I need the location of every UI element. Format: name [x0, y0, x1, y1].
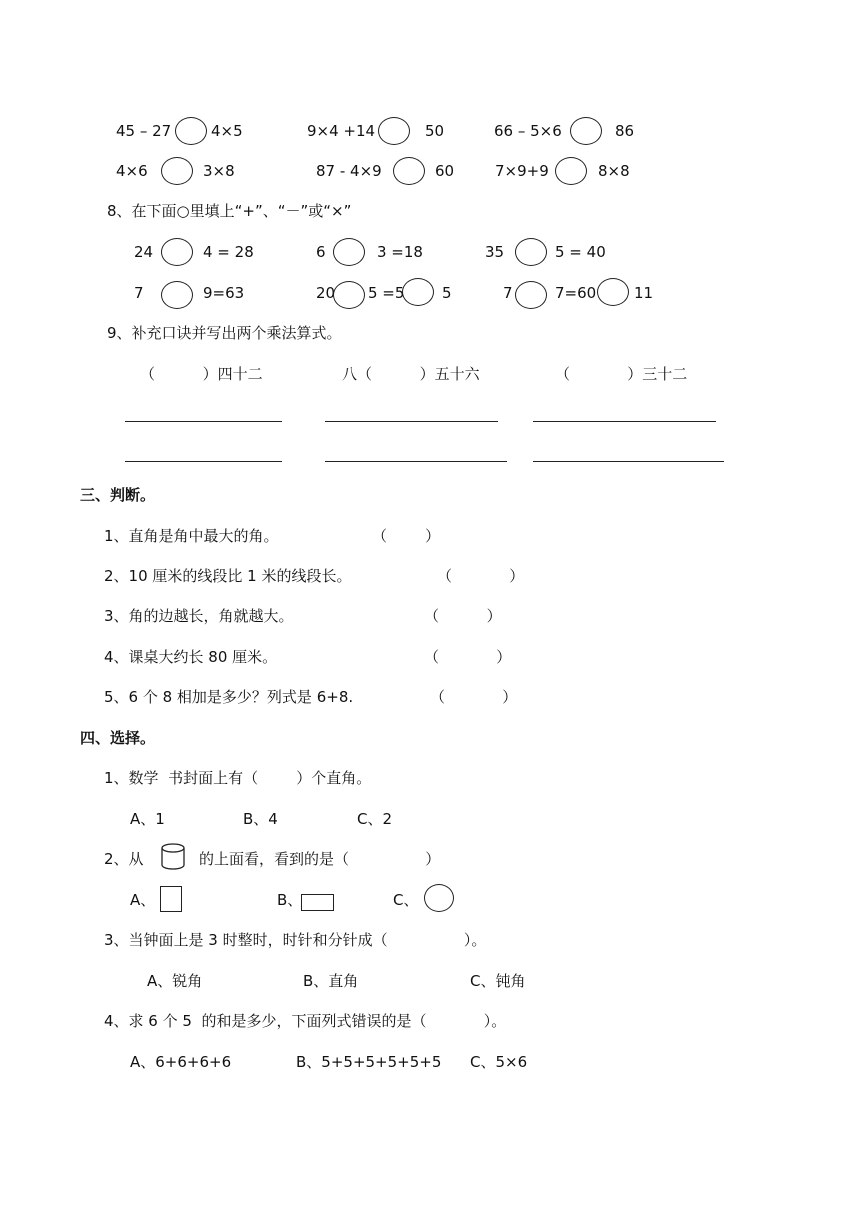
- q9-item-3: （ ）三十二: [555, 365, 688, 383]
- answer-line[interactable]: [125, 421, 282, 422]
- answer-circle[interactable]: [393, 157, 425, 185]
- section-4-title: 四、选择。: [80, 729, 156, 747]
- square-icon: [160, 886, 182, 912]
- q8-title: 8、在下面○里填上“+”、“－”或“×”: [107, 202, 352, 220]
- compare-2-1-right: 3×8: [203, 162, 235, 180]
- section-3-title: 三、判断。: [80, 486, 156, 504]
- rectangle-icon: [301, 894, 334, 911]
- answer-circle[interactable]: [570, 117, 602, 145]
- compare-1-1-left: 45 – 27: [116, 122, 172, 140]
- choice-2-b[interactable]: B、: [277, 891, 303, 909]
- choice-1: 1、数学 书封面上有（ ）个直角。: [104, 769, 372, 787]
- q8-3-right: 5 = 40: [555, 243, 606, 261]
- compare-1-2-left: 9×4 +14: [307, 122, 376, 140]
- compare-2-2-left: 87 - 4×9: [316, 162, 382, 180]
- q8-6-mid: 7=60: [555, 284, 597, 302]
- choice-3: 3、当钟面上是 3 时整时，时针和分针成（ ）。: [104, 931, 487, 949]
- judge-5: 5、6 个 8 相加是多少？列式是 6+8.: [104, 688, 354, 706]
- choice-4-c[interactable]: C、5×6: [470, 1053, 528, 1071]
- answer-circle[interactable]: [378, 117, 410, 145]
- judge-4: 4、课桌大约长 80 厘米。: [104, 648, 278, 666]
- q8-5-right: 5: [442, 284, 452, 302]
- answer-circle[interactable]: [333, 238, 365, 266]
- q8-2-left: 6: [316, 243, 326, 261]
- answer-circle[interactable]: [402, 278, 434, 306]
- answer-circle[interactable]: [333, 281, 365, 309]
- q8-2-right: 3 =18: [377, 243, 423, 261]
- answer-circle[interactable]: [175, 117, 207, 145]
- choice-3-c[interactable]: C、钝角: [470, 972, 526, 990]
- answer-line[interactable]: [533, 461, 724, 462]
- choice-1-b[interactable]: B、4: [243, 810, 278, 828]
- q9-title: 9、补充口诀并写出两个乘法算式。: [107, 324, 342, 342]
- q9-item-2: 八（ ）五十六: [342, 365, 480, 383]
- q9-item-1: （ ）四十二: [140, 365, 263, 383]
- q8-6-right: 11: [634, 284, 654, 302]
- compare-1-3-left: 66 – 5×6: [494, 122, 562, 140]
- q8-5-left: 20: [316, 284, 336, 302]
- answer-line[interactable]: [325, 461, 507, 462]
- circle-icon: [424, 884, 454, 912]
- q8-4-right: 9=63: [203, 284, 245, 302]
- compare-2-1-left: 4×6: [116, 162, 148, 180]
- answer-circle[interactable]: [161, 281, 193, 309]
- choice-4-a[interactable]: A、6+6+6+6: [130, 1053, 232, 1071]
- choice-3-b[interactable]: B、直角: [303, 972, 359, 990]
- cylinder-icon: [160, 842, 186, 872]
- compare-2-2-right: 60: [435, 162, 455, 180]
- judge-1-paren[interactable]: （ ）: [372, 527, 441, 545]
- q8-1-left: 24: [134, 243, 154, 261]
- choice-4: 4、求 6 个 5 的和是多少，下面列式错误的是（ ）。: [104, 1012, 507, 1030]
- answer-circle[interactable]: [161, 238, 193, 266]
- answer-circle[interactable]: [597, 278, 629, 306]
- judge-3: 3、角的边越长，角就越大。: [104, 607, 294, 625]
- choice-1-c[interactable]: C、2: [357, 810, 393, 828]
- choice-2-post: 的上面看，看到的是（ ）: [199, 850, 441, 868]
- q8-1-right: 4 = 28: [203, 243, 254, 261]
- choice-2-pre: 2、从: [104, 850, 144, 868]
- judge-1: 1、直角是角中最大的角。: [104, 527, 279, 545]
- q8-6-left: 7: [503, 284, 513, 302]
- answer-circle[interactable]: [515, 281, 547, 309]
- compare-1-2-right: 50: [425, 122, 445, 140]
- judge-2-paren[interactable]: （ ）: [437, 567, 525, 585]
- choice-2-a[interactable]: A、: [130, 891, 156, 909]
- compare-2-3-left: 7×9+9: [495, 162, 549, 180]
- choice-2-c[interactable]: C、: [393, 891, 419, 909]
- judge-4-paren[interactable]: （ ）: [424, 648, 512, 666]
- compare-1-3-right: 86: [615, 122, 635, 140]
- q8-3-left: 35: [485, 243, 505, 261]
- q8-5-mid: 5 =5: [368, 284, 405, 302]
- judge-5-paren[interactable]: （ ）: [430, 688, 518, 706]
- answer-line[interactable]: [533, 421, 716, 422]
- answer-circle[interactable]: [161, 157, 193, 185]
- answer-circle[interactable]: [555, 157, 587, 185]
- choice-1-a[interactable]: A、1: [130, 810, 165, 828]
- compare-1-1-right: 4×5: [211, 122, 243, 140]
- q8-4-left: 7: [134, 284, 144, 302]
- answer-line[interactable]: [125, 461, 282, 462]
- answer-circle[interactable]: [515, 238, 547, 266]
- answer-line[interactable]: [325, 421, 498, 422]
- choice-4-b[interactable]: B、5+5+5+5+5+5: [296, 1053, 442, 1071]
- choice-3-a[interactable]: A、锐角: [147, 972, 203, 990]
- judge-3-paren[interactable]: （ ）: [424, 607, 502, 625]
- judge-2: 2、10 厘米的线段比 1 米的线段长。: [104, 567, 352, 585]
- compare-2-3-right: 8×8: [598, 162, 630, 180]
